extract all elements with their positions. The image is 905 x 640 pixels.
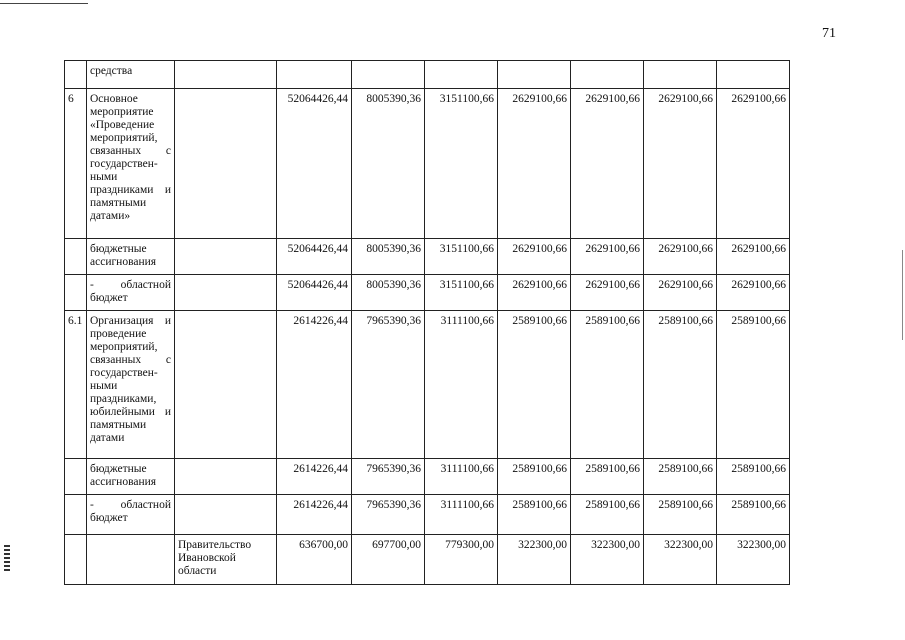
amount-cell: 2589100,66 [571,495,644,535]
table-row [65,459,790,495]
amount-cell: 322300,00 [498,535,571,585]
amount-cell: 2614226,44 [277,495,352,535]
amount-cell [498,61,571,89]
row-number-cell [65,535,87,585]
item-name-line: средства [90,65,133,77]
amount-cell: 2589100,66 [498,311,571,459]
amount-cell: 52064426,44 [277,89,352,239]
item-name-line: связанных с [90,145,171,157]
amount-cell: 2629100,66 [644,275,717,311]
item-name-line: проведение [90,328,147,340]
executor-line: области [178,565,217,577]
amount-cell: 2589100,66 [644,459,717,495]
amount-cell: 2629100,66 [717,275,790,311]
amount-cell [717,61,790,89]
item-name-cell [87,459,175,495]
item-name-line: ассигнования [90,256,157,268]
budget-table-body [65,61,790,585]
table-row [65,89,790,239]
executor-cell [175,495,277,535]
amount-cell: 3111100,66 [425,311,498,459]
amount-cell: 8005390,36 [352,275,425,311]
executor-line: Ивановской [178,552,236,564]
page-number: 71 [822,26,836,41]
amount-cell: 2629100,66 [571,89,644,239]
item-name-cell [87,535,175,585]
amount-cell [277,61,352,89]
item-name-cell [87,61,175,89]
amount-cell: 2589100,66 [717,311,790,459]
amount-cell: 697700,00 [352,535,425,585]
row-number-cell [65,459,87,495]
item-name-line: мероприятий, [90,341,158,353]
item-name-line: «Проведение [90,119,155,131]
item-name-line: государствен- [90,158,158,170]
amount-cell: 2629100,66 [498,89,571,239]
amount-cell: 2629100,66 [644,239,717,275]
item-name-line: мероприятий, [90,132,158,144]
amount-cell: 3151100,66 [425,239,498,275]
executor-cell [175,535,277,585]
amount-cell [571,61,644,89]
item-name-line: мероприятие [90,106,154,118]
amount-cell: 322300,00 [644,535,717,585]
amount-cell: 3151100,66 [425,275,498,311]
table-row [65,311,790,459]
amount-cell: 322300,00 [717,535,790,585]
amount-cell: 2629100,66 [571,239,644,275]
margin-rule [902,250,903,340]
executor-cell [175,239,277,275]
item-name-line: бюджет [90,292,128,304]
item-name-line: праздниками, [90,393,157,405]
amount-cell: 7965390,36 [352,495,425,535]
amount-cell: 3111100,66 [425,459,498,495]
amount-cell: 7965390,36 [352,311,425,459]
row-number-cell [65,275,87,311]
amount-cell: 2614226,44 [277,459,352,495]
item-name-line: ными [90,380,118,392]
table-row [65,535,790,585]
amount-cell: 2589100,66 [644,311,717,459]
table-row [65,61,790,89]
item-name-line: бюджет [90,512,128,524]
item-name-line: - областной [90,499,171,511]
item-name-line: Организация и [90,315,171,327]
amount-cell: 3111100,66 [425,495,498,535]
amount-cell: 2589100,66 [498,495,571,535]
amount-cell: 2614226,44 [277,311,352,459]
item-name-line: - областной [90,279,171,291]
row-number-cell: 6.1 [65,311,87,459]
amount-cell: 2589100,66 [498,459,571,495]
item-name-cell [87,275,175,311]
item-name-line: ными [90,171,118,183]
item-name-line: связанных с [90,354,171,366]
amount-cell [352,61,425,89]
amount-cell: 2589100,66 [571,311,644,459]
item-name-line: праздниками и [90,184,171,196]
table-row [65,275,790,311]
amount-cell [425,61,498,89]
table-row [65,495,790,535]
executor-cell [175,61,277,89]
item-name-line: бюджетные [90,463,147,475]
item-name-line: памятными [90,197,147,209]
item-name-cell [87,311,175,459]
budget-table [64,60,790,585]
amount-cell: 52064426,44 [277,275,352,311]
item-name-cell [87,239,175,275]
scan-margin-mark [4,545,10,571]
item-name-line: государствен- [90,367,158,379]
row-number-cell [65,61,87,89]
item-name-line: датами [90,432,125,444]
item-name-line: ассигнования [90,476,157,488]
item-name-line: датами» [90,210,131,222]
amount-cell: 779300,00 [425,535,498,585]
amount-cell: 2589100,66 [571,459,644,495]
executor-cell [175,311,277,459]
amount-cell: 636700,00 [277,535,352,585]
row-number-cell [65,495,87,535]
amount-cell: 8005390,36 [352,239,425,275]
amount-cell: 2629100,66 [498,239,571,275]
row-number-cell: 6 [65,89,87,239]
item-name-line: памятными [90,419,147,431]
amount-cell: 2589100,66 [644,495,717,535]
executor-line: Правительство [178,539,252,551]
amount-cell: 322300,00 [571,535,644,585]
item-name-cell [87,89,175,239]
item-name-cell [87,495,175,535]
amount-cell: 2629100,66 [717,89,790,239]
amount-cell: 52064426,44 [277,239,352,275]
item-name-line: юбилейными и [90,406,171,418]
table-row [65,239,790,275]
amount-cell: 7965390,36 [352,459,425,495]
amount-cell: 2629100,66 [717,239,790,275]
amount-cell: 2629100,66 [498,275,571,311]
amount-cell: 3151100,66 [425,89,498,239]
executor-cell [175,459,277,495]
executor-cell [175,275,277,311]
item-name-line: бюджетные [90,243,147,255]
amount-cell: 2589100,66 [717,459,790,495]
amount-cell: 2589100,66 [717,495,790,535]
amount-cell: 2629100,66 [644,89,717,239]
executor-cell [175,89,277,239]
row-number-cell [65,239,87,275]
header-rule [0,3,88,4]
item-name-line: Основное [90,93,138,105]
amount-cell [644,61,717,89]
amount-cell: 2629100,66 [571,275,644,311]
amount-cell: 8005390,36 [352,89,425,239]
